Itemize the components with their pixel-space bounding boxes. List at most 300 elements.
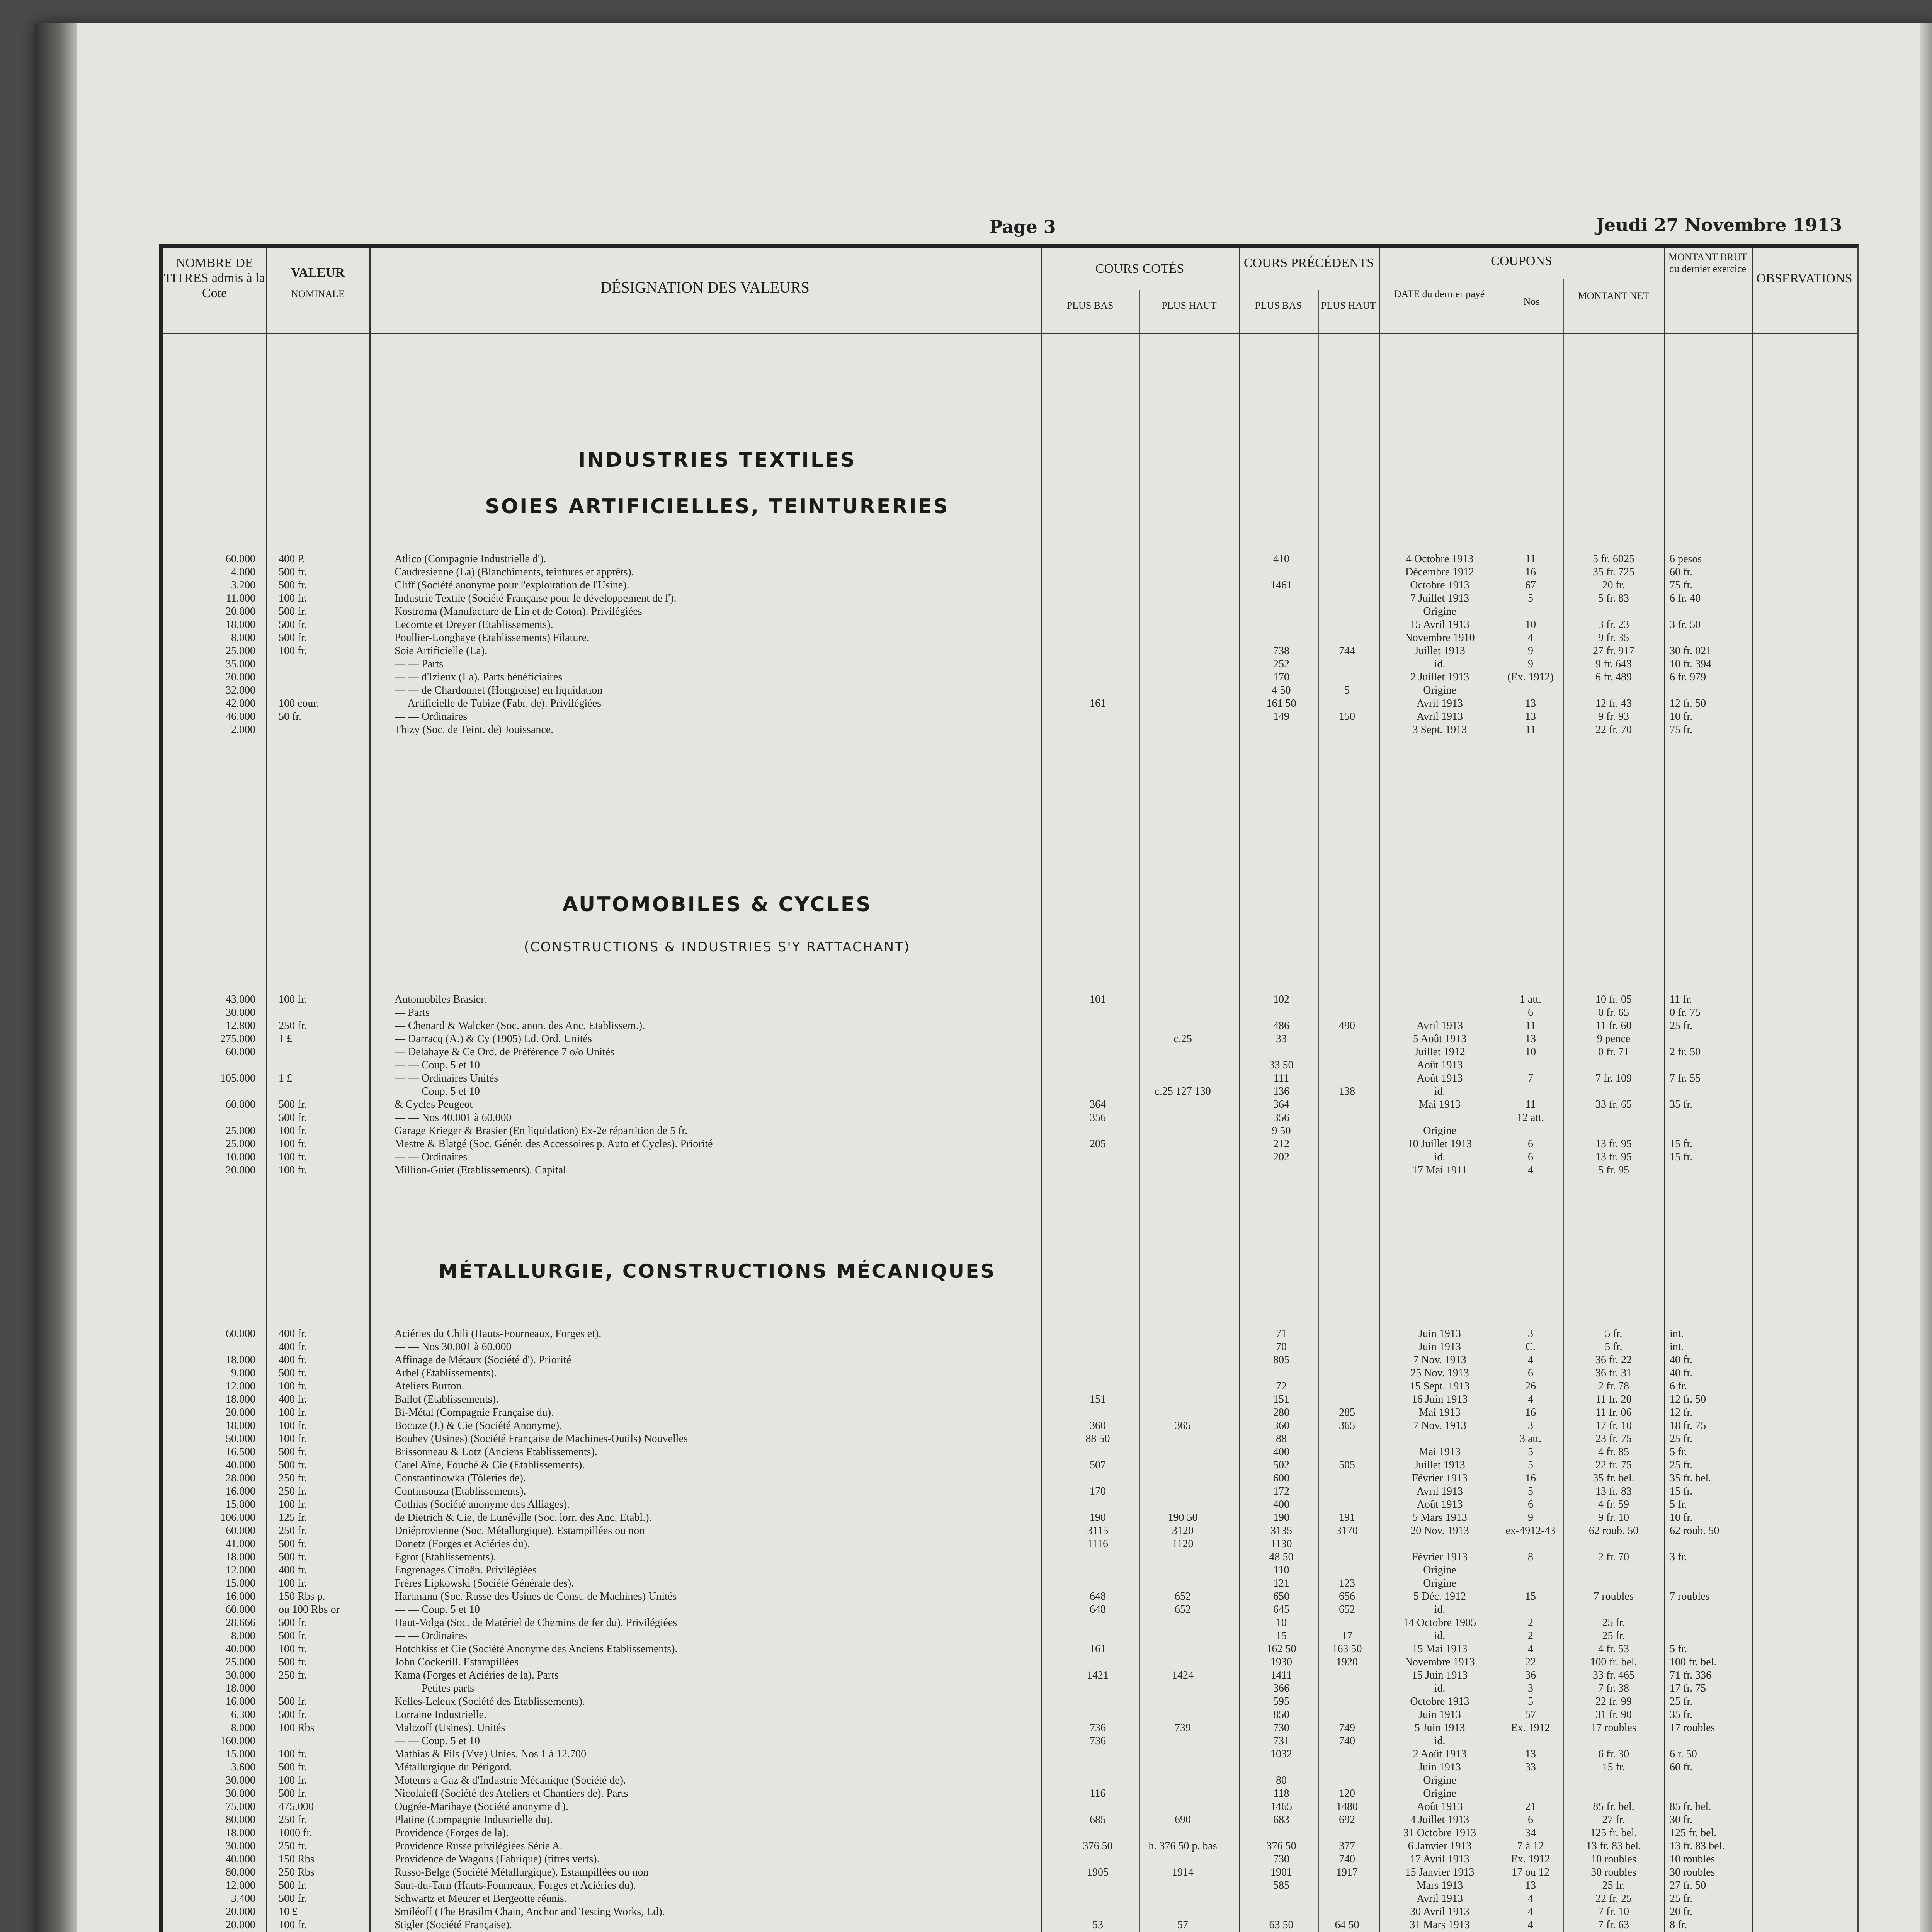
cell-pbas: 645 [1273, 1604, 1289, 1616]
cell-date: 31 Mars 1913 [1410, 1919, 1470, 1931]
cell-brut: 17 fr. 75 [1670, 1682, 1706, 1694]
cell-net: 17 roubles [1591, 1722, 1636, 1734]
cell-brut: 125 fr. bel. [1670, 1827, 1717, 1839]
cell-val: 100 fr. [279, 1151, 307, 1163]
cell-des: Aciéries du Chili (Hauts-Fourneaux, Forges et). [395, 1328, 602, 1340]
cell-nb: 160.000 [220, 1735, 255, 1747]
cell-val: 500 fr. [279, 1459, 307, 1471]
cell-val: 100 fr. [279, 1138, 307, 1150]
cell-des: Million-Guiet (Etablissements). Capital [395, 1164, 566, 1176]
section-subtitle: SOIES ARTIFICIELLES, TEINTURERIES [485, 495, 949, 518]
cell-no: 11 [1525, 553, 1536, 565]
col-montant-brut: MONTANT BRUT du dernier exercice [1668, 252, 1747, 274]
cell-no: 34 [1525, 1827, 1536, 1839]
cell-net: 35 fr. 725 [1592, 566, 1635, 578]
cell-no: 9 [1528, 645, 1533, 657]
cell-des: Bocuze (J.) & Cie (Société Anonyme). [395, 1420, 562, 1432]
cell-bas: 161 [1090, 697, 1106, 709]
cell-no: 4 [1528, 1354, 1533, 1366]
cell-val: 400 fr. [279, 1341, 307, 1353]
cell-des: Stigler (Société Française). [395, 1919, 512, 1931]
cell-no: 4 [1528, 1919, 1533, 1931]
cell-phaut: 64 50 [1335, 1919, 1359, 1931]
cell-pbas: 151 [1273, 1393, 1289, 1405]
cell-des: Caudresienne (La) (Blanchiments, teintures et apprêts). [395, 566, 634, 578]
table-row [163, 1709, 1857, 1722]
cell-bas: 190 [1090, 1512, 1106, 1524]
cell-net: 5 fr. 95 [1598, 1164, 1629, 1176]
cell-net: 36 fr. 31 [1595, 1367, 1632, 1379]
cell-bas: 364 [1090, 1099, 1106, 1111]
cell-net: 9 fr. 35 [1598, 632, 1629, 644]
cell-no: 3 [1528, 1420, 1533, 1432]
cell-phaut: 123 [1339, 1577, 1355, 1589]
cell-nb: 20.000 [226, 1406, 255, 1418]
cell-brut: 10 roubles [1670, 1853, 1715, 1865]
table-row [163, 1696, 1857, 1709]
cell-date: Août 1913 [1417, 1498, 1463, 1510]
cell-date: Décembre 1912 [1405, 566, 1475, 578]
cell-date: 3 Sept. 1913 [1412, 724, 1467, 736]
cell-val: 150 Rbs p. [279, 1590, 325, 1602]
cell-phaut: 163 50 [1332, 1643, 1362, 1655]
cell-pbas: 400 [1273, 1498, 1289, 1510]
cell-nb: 8.000 [231, 1722, 255, 1734]
cell-nb: 75.000 [226, 1801, 255, 1813]
cell-pbas: 170 [1273, 671, 1289, 683]
table-row [163, 1577, 1857, 1590]
cell-des: John Cockerill. Estampillées [395, 1656, 519, 1668]
cell-des: — — Ordinaires [395, 1151, 468, 1163]
cell-val: 500 fr. [279, 1893, 307, 1905]
cell-date: 10 Juillet 1913 [1407, 1138, 1472, 1150]
table-row [163, 724, 1857, 737]
cell-nb: 16.500 [226, 1446, 255, 1458]
cell-bas: 3115 [1087, 1525, 1109, 1537]
cell-no: 13 [1525, 1748, 1536, 1760]
cell-date: Juin 1913 [1418, 1761, 1461, 1773]
cell-no: 6 [1528, 1498, 1533, 1510]
col-observations: OBSERVATIONS [1756, 271, 1852, 286]
cell-des: Automobiles Brasier. [395, 993, 486, 1005]
table-row [163, 1840, 1857, 1853]
cell-net: 22 fr. 70 [1595, 724, 1632, 736]
cell-brut: 25 fr. [1670, 1433, 1693, 1445]
cell-des: Continsouza (Etablissements). [395, 1485, 526, 1497]
section-title: INDUSTRIES TEXTILES [578, 449, 856, 472]
table-row [163, 1590, 1857, 1604]
cell-val: 500 fr. [279, 1696, 307, 1708]
cell-date: Mai 1913 [1418, 1099, 1461, 1111]
cell-nb: 16.000 [226, 1696, 255, 1708]
cell-net: 33 fr. 465 [1592, 1669, 1635, 1681]
cell-bas: 648 [1090, 1590, 1106, 1602]
cell-date: 5 Mars 1913 [1412, 1512, 1467, 1524]
cell-brut: 10 fr. [1670, 1512, 1693, 1524]
cell-des: Providence Russe privilégiées Série A. [395, 1840, 563, 1852]
cell-nb: 3.400 [231, 1893, 255, 1905]
cell-val: 1 £ [279, 1072, 292, 1084]
cell-des: Maltzoff (Usines). Unités [395, 1722, 505, 1734]
cell-val: 100 Rbs [279, 1722, 315, 1734]
cell-bas: 116 [1090, 1787, 1106, 1799]
cell-pbas: 1032 [1270, 1748, 1292, 1760]
cell-nb: 15.000 [226, 1577, 255, 1589]
cell-date: 15 Janvier 1913 [1405, 1866, 1475, 1878]
cell-no: 11 [1525, 1099, 1536, 1111]
cell-brut: 35 fr. [1670, 1709, 1693, 1721]
cell-val: 10 £ [279, 1906, 298, 1918]
cell-net: 31 fr. 90 [1595, 1709, 1632, 1721]
cell-date: 7 Nov. 1913 [1413, 1354, 1466, 1366]
cell-des: — — Petites parts [395, 1682, 474, 1694]
table-row [163, 566, 1857, 579]
cell-brut: 30 fr. 021 [1670, 645, 1712, 657]
cell-des: Brissonneau & Lotz (Anciens Etablissements). [395, 1446, 597, 1458]
cell-no: 4 [1528, 1393, 1533, 1405]
cell-date: 17 Mai 1911 [1412, 1164, 1468, 1176]
cell-no: 16 [1525, 1406, 1536, 1418]
cell-nb: 3.600 [231, 1761, 255, 1773]
cell-val: 500 fr. [279, 632, 307, 644]
cell-haut: c.25 [1173, 1033, 1192, 1045]
cell-date: 7 Juillet 1913 [1410, 592, 1469, 604]
cell-pbas: 80 [1276, 1774, 1287, 1786]
cell-pbas: 400 [1273, 1446, 1289, 1458]
cell-val: 500 fr. [279, 1630, 307, 1642]
cell-pbas: 730 [1273, 1853, 1289, 1865]
cell-no: 4 [1528, 1643, 1533, 1655]
cell-brut: 6 fr. 40 [1670, 592, 1701, 604]
cell-no: 11 [1525, 724, 1536, 736]
cell-net: 25 fr. [1602, 1630, 1625, 1642]
cell-phaut: 285 [1339, 1406, 1355, 1418]
cell-date: 30 Avril 1913 [1410, 1906, 1469, 1918]
cell-des: Affinage de Métaux (Société d'). Priorité [395, 1354, 571, 1366]
cell-nb: 30.000 [226, 1840, 255, 1852]
cell-no: 10 [1525, 619, 1536, 631]
cell-val: 100 fr. [279, 592, 307, 604]
cell-net: 6 fr. 489 [1595, 671, 1632, 683]
cell-nb: 105.000 [220, 1072, 255, 1084]
cell-pbas: 1901 [1270, 1866, 1292, 1878]
cell-des: Kelles-Leleux (Société des Etablissements). [395, 1696, 585, 1708]
cell-bas: 1116 [1087, 1538, 1108, 1550]
cell-val: 500 fr. [279, 1709, 307, 1721]
cell-nb: 11.000 [226, 592, 255, 604]
cell-val: 400 fr. [279, 1328, 307, 1340]
table-row [163, 1669, 1857, 1682]
cell-date: 14 Octobre 1905 [1403, 1617, 1476, 1629]
cell-des: — — Nos 30.001 à 60.000 [395, 1341, 512, 1353]
cell-date: id. [1434, 658, 1446, 670]
cell-phaut: 150 [1339, 711, 1355, 723]
cell-pbas: 502 [1273, 1459, 1289, 1471]
cell-brut: 35 fr. bel. [1670, 1472, 1711, 1484]
cell-date: Mai 1913 [1418, 1406, 1461, 1418]
cell-date: Origine [1423, 605, 1456, 617]
cell-brut: 6 fr. 979 [1670, 671, 1706, 683]
cell-no: 6 [1528, 1367, 1533, 1379]
cell-nb: 46.000 [226, 711, 255, 723]
cell-pbas: 9 50 [1272, 1125, 1291, 1137]
cell-date: Juillet 1913 [1414, 645, 1465, 657]
cell-date: id. [1434, 1630, 1446, 1642]
cell-brut: 8 fr. [1670, 1919, 1687, 1931]
cell-no: 33 [1525, 1761, 1536, 1773]
newspaper-page [35, 23, 1932, 1932]
cell-des: Arbel (Etablissements). [395, 1367, 497, 1379]
cell-des: — — de Chardonnet (Hongroise) en liquidation [395, 684, 603, 696]
cell-no: Ex. 1912 [1511, 1722, 1550, 1734]
cell-pbas: 650 [1273, 1590, 1289, 1602]
cell-des: — Parts [395, 1007, 430, 1019]
cell-bas: 53 [1092, 1919, 1103, 1931]
table-row [163, 619, 1857, 632]
cell-date: Octobre 1913 [1410, 1696, 1469, 1708]
cell-no: 13 [1525, 1033, 1536, 1045]
cell-net: 10 roubles [1591, 1853, 1636, 1865]
cell-phaut: 744 [1339, 645, 1355, 657]
cell-des: — — Coup. 5 et 10 [395, 1085, 480, 1097]
cell-brut: 5 fr. [1670, 1643, 1687, 1655]
cell-phaut: 365 [1339, 1420, 1355, 1432]
cell-net: 13 fr. 83 [1595, 1485, 1632, 1497]
cell-val: 250 fr. [279, 1020, 307, 1032]
cell-des: — — Ordinaires [395, 1630, 468, 1642]
cell-nb: 275.000 [220, 1033, 255, 1045]
cell-no: 26 [1525, 1380, 1536, 1392]
table-row [163, 671, 1857, 684]
col-plus-haut: PLUS HAUT [1162, 300, 1217, 311]
cell-brut: 25 fr. [1670, 1696, 1693, 1708]
cell-pbas: 190 [1273, 1512, 1289, 1524]
cell-date: Origine [1423, 684, 1456, 696]
cell-no: C. [1526, 1341, 1536, 1353]
col-date: DATE du dernier payé [1394, 288, 1485, 299]
cell-pbas: 88 [1276, 1433, 1287, 1445]
col-valeur: VALEUR [291, 265, 345, 280]
cell-brut: 15 fr. [1670, 1138, 1693, 1150]
cell-val: 250 fr. [279, 1485, 307, 1497]
cell-date: id. [1434, 1085, 1446, 1097]
cell-nb: 32.000 [226, 684, 255, 696]
cell-val: 500 fr. [279, 1787, 307, 1799]
cell-val: 500 fr. [279, 1656, 307, 1668]
cell-nb: 12.000 [226, 1564, 255, 1576]
cell-net: 13 fr. 95 [1595, 1151, 1632, 1163]
cell-date: Juin 1913 [1418, 1328, 1461, 1340]
cell-val: 250 fr. [279, 1525, 307, 1537]
col-prec-plus-bas: PLUS BAS [1255, 300, 1302, 311]
cell-no: 22 [1525, 1656, 1536, 1668]
cell-brut: 25 fr. [1670, 1020, 1693, 1032]
cell-no: 5 [1528, 1446, 1533, 1458]
table-row [163, 1893, 1857, 1906]
cell-val: 500 fr. [279, 566, 307, 578]
cell-no: 36 [1525, 1669, 1536, 1681]
cell-net: 6 fr. 30 [1598, 1748, 1629, 1760]
cell-des: Hotchkiss et Cie (Société Anonyme des Anciens Etablissements). [395, 1643, 678, 1655]
cell-pbas: 3135 [1270, 1525, 1292, 1537]
cell-val: 250 fr. [279, 1814, 307, 1826]
cell-brut: int. [1670, 1341, 1684, 1353]
cell-des: — — Coup. 5 et 10 [395, 1059, 480, 1071]
cell-des: Constantinowka (Tôleries de). [395, 1472, 526, 1484]
cell-net: 4 fr. 53 [1598, 1643, 1629, 1655]
table-row [163, 1617, 1857, 1630]
cell-pbas: 364 [1273, 1099, 1289, 1111]
table-row [163, 1630, 1857, 1643]
cell-date: 15 Mai 1913 [1412, 1643, 1468, 1655]
cell-des: — — Ordinaires [395, 711, 468, 723]
table-row [163, 1354, 1857, 1367]
cell-no: 4 [1528, 1164, 1533, 1176]
cell-val: 500 fr. [279, 619, 307, 631]
cell-net: 33 fr. 65 [1595, 1099, 1632, 1111]
cell-des: de Dietrich & Cie, de Lunéville (Soc. lorr. des Anc. Etabl.). [395, 1512, 652, 1524]
cell-brut: 30 fr. [1670, 1814, 1693, 1826]
cell-no: 9 [1528, 1512, 1533, 1524]
col-coupons: COUPONS [1491, 254, 1552, 268]
cell-brut: 18 fr. 75 [1670, 1420, 1706, 1432]
cell-val: 500 fr. [279, 605, 307, 617]
cell-phaut: 120 [1339, 1787, 1355, 1799]
cell-val: 500 fr. [279, 1551, 307, 1563]
cell-val: 100 fr. [279, 1420, 307, 1432]
table-row [163, 1827, 1857, 1840]
cell-des: Atlico (Compagnie Industrielle d'). [395, 553, 546, 565]
cell-brut: 17 roubles [1670, 1722, 1715, 1734]
cell-des: Soie Artificielle (La). [395, 645, 488, 657]
cell-no: 12 att. [1517, 1112, 1544, 1124]
cell-nb: 40.000 [226, 1643, 255, 1655]
cell-date: id. [1434, 1682, 1446, 1694]
table-row [163, 1643, 1857, 1656]
cell-date: 6 Janvier 1913 [1408, 1840, 1472, 1852]
cell-net: 23 fr. 75 [1595, 1433, 1632, 1445]
cell-date: Novembre 1910 [1405, 632, 1475, 644]
cell-nb: 16.000 [226, 1590, 255, 1602]
cell-bas: 205 [1090, 1138, 1106, 1150]
table-row [163, 1433, 1857, 1446]
cell-des: — — Coup. 5 et 10 [395, 1735, 480, 1747]
cell-brut: 20 fr. [1670, 1906, 1693, 1918]
cell-nb: 106.000 [220, 1512, 255, 1524]
cell-date: 31 Octobre 1913 [1403, 1827, 1476, 1839]
cell-brut: 27 fr. 50 [1670, 1879, 1706, 1891]
cell-brut: 40 fr. [1670, 1367, 1693, 1379]
table-row [163, 1046, 1857, 1059]
cell-nb: 30.000 [226, 1007, 255, 1019]
cell-brut: 25 fr. [1670, 1459, 1693, 1471]
cell-date: 2 Juillet 1913 [1410, 671, 1469, 683]
cell-brut: 30 roubles [1670, 1866, 1715, 1878]
cell-date: Août 1913 [1417, 1059, 1463, 1071]
cell-val: 100 fr. [279, 645, 307, 657]
table-row [163, 1761, 1857, 1774]
cell-date: Avril 1913 [1416, 1485, 1463, 1497]
table-row [163, 1801, 1857, 1814]
cell-val: 100 fr. [279, 993, 307, 1005]
cell-brut: 6 pesos [1670, 553, 1702, 565]
table-row [163, 1787, 1857, 1801]
cell-haut: c.25 127 130 [1155, 1085, 1211, 1097]
cell-nb: 8.000 [231, 1630, 255, 1642]
cell-phaut: 1920 [1336, 1656, 1358, 1668]
cell-net: 7 fr. 63 [1598, 1919, 1629, 1931]
cell-val: 400 P. [279, 553, 305, 565]
cell-date: Avril 1913 [1416, 1893, 1463, 1905]
cell-des: Providence de Wagons (Fabrique) (titres verts). [395, 1853, 600, 1865]
cell-des: Métallurgique du Périgord. [395, 1761, 512, 1773]
cell-pbas: 110 [1273, 1564, 1289, 1576]
cell-pbas: 486 [1273, 1020, 1289, 1032]
cell-nb: 40.000 [226, 1853, 255, 1865]
cell-nb: 80.000 [226, 1866, 255, 1878]
cell-pbas: 360 [1273, 1420, 1289, 1432]
cell-net: 9 fr. 10 [1598, 1512, 1629, 1524]
cell-brut: 11 fr. [1670, 993, 1692, 1005]
cell-phaut: 652 [1339, 1604, 1355, 1616]
cell-no: ex-4912-43 [1505, 1525, 1556, 1537]
cell-pbas: 410 [1273, 553, 1289, 565]
cell-pbas: 48 50 [1269, 1551, 1294, 1563]
cell-val: 500 fr. [279, 1617, 307, 1629]
cell-no: 5 [1528, 1459, 1533, 1471]
cell-brut: 7 roubles [1670, 1590, 1710, 1602]
cell-des: Bi-Métal (Compagnie Française du). [395, 1406, 554, 1418]
cell-des: Russo-Belge (Société Métallurgique). Estampillées ou non [395, 1866, 649, 1878]
cell-pbas: 121 [1273, 1577, 1289, 1589]
cell-des: — — Parts [395, 658, 443, 670]
cell-phaut: 377 [1339, 1840, 1355, 1852]
cell-net: 5 fr. 83 [1598, 592, 1629, 604]
cell-pbas: 15 [1276, 1630, 1287, 1642]
table-row [163, 1072, 1857, 1085]
table-row [163, 1866, 1857, 1879]
cell-date: 20 Nov. 1913 [1410, 1525, 1469, 1537]
cell-val: 400 fr. [279, 1564, 307, 1576]
cell-pbas: 366 [1273, 1682, 1289, 1694]
cell-nb: 60.000 [226, 1525, 255, 1537]
cell-pbas: 376 50 [1266, 1840, 1296, 1852]
col-plus-bas: PLUS BAS [1066, 300, 1114, 311]
cell-nb: 25.000 [226, 1656, 255, 1668]
cell-phaut: 740 [1339, 1735, 1355, 1747]
cell-pbas: 1461 [1270, 579, 1292, 591]
table-row [163, 684, 1857, 697]
cell-no: 2 [1528, 1617, 1533, 1629]
cell-net: 9 fr. 643 [1595, 658, 1632, 670]
cell-no: 16 [1525, 566, 1536, 578]
cell-nb: 60.000 [226, 1328, 255, 1340]
cell-bas: 360 [1090, 1420, 1106, 1432]
table-row [163, 993, 1857, 1007]
cell-pbas: 63 50 [1269, 1919, 1294, 1931]
section-subtitle: (CONSTRUCTIONS & INDUSTRIES S'Y RATTACHANT) [524, 939, 911, 955]
cell-nb: 8.000 [231, 632, 255, 644]
cell-no: 3 att. [1520, 1433, 1541, 1445]
col-cours-cotes: COURS COTÉS [1095, 262, 1184, 276]
cell-haut: 690 [1175, 1814, 1191, 1826]
cell-bas: 101 [1090, 993, 1106, 1005]
cell-nb: 28.000 [226, 1472, 255, 1484]
cell-brut: 6 fr. [1670, 1380, 1687, 1392]
cell-date: Août 1913 [1417, 1072, 1463, 1084]
cell-val: 250 fr. [279, 1840, 307, 1852]
cell-date: 15 Sept. 1913 [1410, 1380, 1470, 1392]
